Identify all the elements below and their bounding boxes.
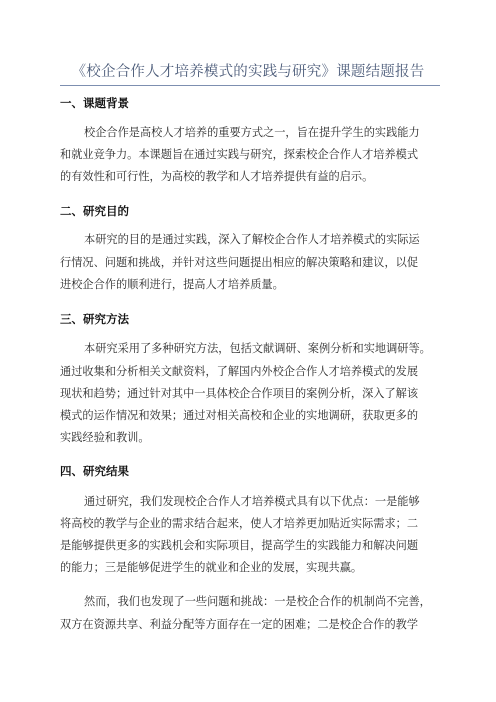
paragraph-line: 本研究的目的是通过实践，深入了解校企合作人才培养模式的实际运	[84, 233, 420, 246]
paragraph-line: 模式的运作情况和效果；通过对相关高校和企业的实地调研，获取更多的	[60, 409, 419, 422]
paragraph-line: 进校企合作的顺利进行，提高人才培养质量。	[60, 278, 284, 291]
section-heading-purpose: 二、研究目的	[60, 204, 129, 218]
paragraph-line: 通过收集和分析相关文献资料，了解国内外校企合作人才培养模式的发展	[60, 365, 419, 378]
paragraph-line: 的能力；三是能够促进学生的就业和企业的发展，实现共赢。	[60, 561, 363, 574]
paragraph-line: 实践经验和教训。	[60, 431, 150, 444]
section-heading-background: 一、课题背景	[60, 96, 129, 110]
paragraph-line: 是能够提供更多的实践机会和实际项目，提高学生的实践能力和解决问题	[60, 539, 419, 552]
paragraph-line: 行情况、问题和挑战，并针对这些问题提出相应的解决策略和建议，以促	[60, 256, 419, 269]
section-heading-methods: 三、研究方法	[60, 312, 129, 326]
paragraph-line: 双方在资源共享、利益分配等方面存在一定的困难；二是校企合作的教学	[60, 618, 419, 631]
paragraph-line: 将高校的教学与企业的需求结合起来，使人才培养更加贴近实际需求；二	[60, 517, 419, 530]
paragraph-line: 本研究采用了多种研究方法，包括文献调研、案例分析和实地调研等。	[84, 342, 431, 355]
paragraph-line: 的有效性和可行性，为高校的教学和人才培养提供有益的启示。	[60, 170, 374, 183]
paragraph-line: 和就业竞争力。本课题旨在通过实践与研究，探索校企合作人才培养模式	[60, 148, 419, 161]
section-heading-results: 四、研究结果	[60, 464, 129, 478]
paragraph-line: 然而，我们也发现了一些问题和挑战：一是校企合作的机制尚不完善，	[84, 595, 431, 608]
title-underline	[60, 85, 440, 86]
paragraph-line: 现状和趋势；通过针对其中一具体校企合作项目的案例分析，深入了解该	[60, 387, 419, 400]
document-title: 《校企合作人才培养模式的实践与研究》课题结题报告	[71, 64, 425, 80]
paragraph-line: 校企合作是高校人才培养的重要方式之一，旨在提升学生的实践能力	[84, 126, 420, 139]
paragraph-line: 通过研究，我们发现校企合作人才培养模式具有以下优点：一是能够	[84, 495, 420, 508]
